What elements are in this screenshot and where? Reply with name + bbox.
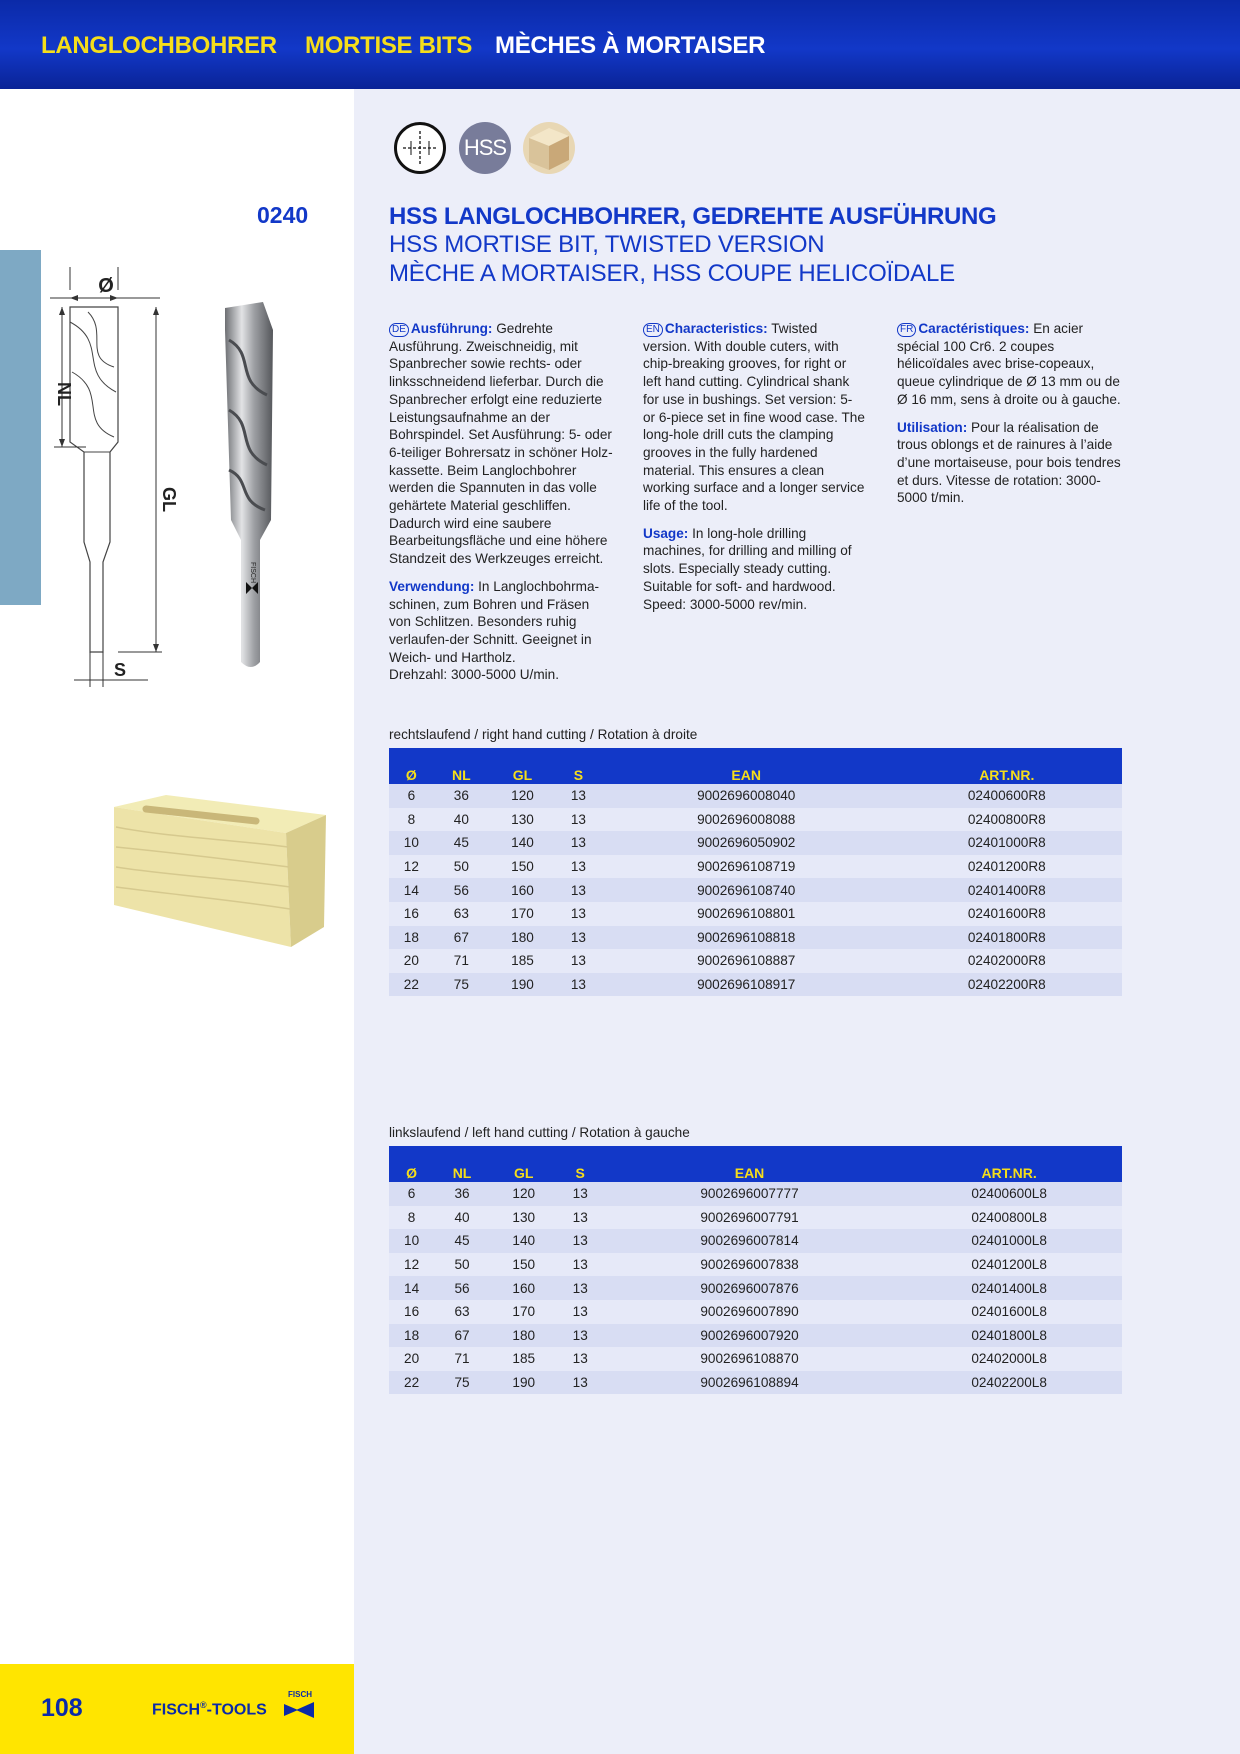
cell-s: 13: [558, 1300, 603, 1324]
table-row: [389, 1324, 1122, 1348]
cell-gl: 150: [490, 1253, 558, 1277]
text-usage: In long-hole drilling machines, for drilling and milling of slots. Especially steady cutting. Suitable for soft- and hardwood.: [643, 525, 852, 594]
description-en: [643, 320, 868, 623]
cell-art-nr: 02400600L8: [896, 1182, 1122, 1206]
heading-ausfuehrung: Ausführung:: [410, 321, 493, 336]
cell-diameter: 20: [389, 1347, 434, 1371]
table-row: [389, 949, 1122, 973]
cell-nl: 56: [434, 1276, 490, 1300]
column-header-nl: NL: [434, 1146, 490, 1182]
cell-art-nr: 02401800R8: [892, 926, 1122, 950]
text-speed: Speed: 3000-5000 rev/min.: [643, 596, 807, 612]
spec-table-left: [389, 1146, 1122, 1394]
cell-diameter: 8: [389, 808, 434, 832]
cell-nl: 40: [434, 808, 489, 832]
cell-gl: 190: [489, 973, 556, 997]
lang-badge-de: DE: [389, 323, 409, 337]
cell-art-nr: 02401800L8: [896, 1324, 1122, 1348]
table-row: [389, 878, 1122, 902]
cell-art-nr: 02402000R8: [892, 949, 1122, 973]
cell-gl: 140: [490, 1229, 558, 1253]
cell-diameter: 14: [389, 878, 434, 902]
side-color-strip: [0, 250, 41, 605]
cell-gl: 170: [489, 902, 556, 926]
table-row: [389, 831, 1122, 855]
cell-diameter: 10: [389, 1229, 434, 1253]
table-row: [389, 855, 1122, 879]
table-row: [389, 808, 1122, 832]
column-header-s: S: [558, 1146, 603, 1182]
column-header-diameter: Ø: [389, 748, 434, 784]
text-drehzahl: Drehzahl: 3000-5000 U/min.: [389, 667, 560, 683]
nl-label: NL: [54, 382, 74, 406]
cell-gl: 130: [489, 808, 556, 832]
text-characteristics: Twisted version. With double cuters, with chip-breaking grooves, for right or left hand cutting. Cylindrical shank for use in bushings. Set version: 5- or 6-piece set in fine wood case. The long-hole drill cuts the clamping grooves in the fully hardened material. This ensures a clean working surface and a longer service life of the tool.: [643, 321, 865, 514]
cell-s: 13: [558, 1206, 603, 1230]
cell-ean: 9002696108818: [601, 926, 892, 950]
page-header: [0, 0, 1240, 89]
table-header-row: [389, 748, 1122, 784]
cell-s: 13: [556, 784, 601, 808]
cell-art-nr: 02401600R8: [892, 902, 1122, 926]
cell-gl: 130: [490, 1206, 558, 1230]
column-header-s: S: [556, 748, 601, 784]
column-header-gl: GL: [489, 748, 556, 784]
table-row: [389, 1300, 1122, 1324]
product-title-fr: MÈCHE A MORTAISER, HSS COUPE HELICOÏDALE: [389, 260, 955, 287]
table-row: [389, 1347, 1122, 1371]
column-header-nl: NL: [434, 748, 489, 784]
cell-gl: 185: [489, 949, 556, 973]
text-verwendung: In Langlochbohrma-schinen, zum Bohren und Fräsen von Schlitzen. Besonders ruhig verlaufen-der Schnitt. Geeignet in Weich- und Hartholz.: [389, 578, 600, 665]
text-utilisation: Pour la réalisation de trous oblongs et de rainures à l’aide d’une mortaiseuse, pour bois tendres et durs. Vitesse de rotation: 3000-5000 t/min.: [897, 419, 1121, 506]
cell-diameter: 8: [389, 1206, 434, 1230]
cell-diameter: 22: [389, 973, 434, 997]
table-row: [389, 1253, 1122, 1277]
cell-nl: 67: [434, 926, 489, 950]
cell-diameter: 14: [389, 1276, 434, 1300]
cell-s: 13: [558, 1347, 603, 1371]
cell-art-nr: 02401600L8: [896, 1300, 1122, 1324]
table-caption-left: linkslaufend / left hand cutting / Rotation à gauche: [389, 1125, 690, 1140]
table-row: [389, 902, 1122, 926]
cell-s: 13: [556, 949, 601, 973]
cell-diameter: 10: [389, 831, 434, 855]
cell-art-nr: 02401400R8: [892, 878, 1122, 902]
cell-art-nr: 02402000L8: [896, 1347, 1122, 1371]
cell-nl: 71: [434, 949, 489, 973]
header-title-fr: MÈCHES À MORTAISER: [495, 32, 766, 59]
table-row: [389, 1229, 1122, 1253]
table-row: [389, 784, 1122, 808]
table-row: [389, 1276, 1122, 1300]
cell-gl: 190: [490, 1371, 558, 1395]
column-header-ean: EAN: [603, 1146, 896, 1182]
cell-nl: 40: [434, 1206, 490, 1230]
cell-art-nr: 02401000L8: [896, 1229, 1122, 1253]
text-ausfuehrung: Gedrehte Ausführung. Zweischneidig, mit Spanbrecher sowie rechts- oder linksschneidend lieferbar. Durch die Spanbrecher erfolgt eine reduzierte Leistungsaufnahme an der Bohrspindel. Set Ausführung: 5- oder 6-teiliger Bohrersatz in schöner Holz-kassette. Beim Langlochbohrer werden die Spannuten in das volle gehärtete Material geschliffen. Dadurch wird eine saubere Bearbeitungsfläche und eine höhere Standzeit des Werkzeuges erreicht.: [389, 321, 613, 567]
header-title-en: MORTISE BITS: [305, 32, 473, 59]
cell-s: 13: [556, 808, 601, 832]
cell-ean: 9002696008040: [601, 784, 892, 808]
dimension-drawing: [48, 262, 179, 692]
cell-art-nr: 02402200L8: [896, 1371, 1122, 1395]
cell-ean: 9002696108917: [601, 973, 892, 997]
lang-badge-en: EN: [643, 323, 663, 337]
article-number: 0240: [257, 202, 309, 228]
cell-s: 13: [556, 973, 601, 997]
cell-diameter: 16: [389, 1300, 434, 1324]
cell-diameter: 20: [389, 949, 434, 973]
cell-nl: 63: [434, 1300, 490, 1324]
product-title-de: HSS LANGLOCHBOHRER, GEDREHTE AUSFÜHRUNG: [389, 203, 997, 230]
cell-diameter: 18: [389, 1324, 434, 1348]
cell-gl: 140: [489, 831, 556, 855]
cell-ean: 9002696007920: [603, 1324, 896, 1348]
cell-s: 13: [558, 1182, 603, 1206]
heading-utilisation: Utilisation:: [897, 419, 968, 435]
fish-logo-icon: [284, 1700, 320, 1720]
cell-nl: 75: [434, 973, 489, 997]
cell-ean: 9002696007838: [603, 1253, 896, 1277]
cell-art-nr: 02400800R8: [892, 808, 1122, 832]
cell-nl: 67: [434, 1324, 490, 1348]
cell-nl: 63: [434, 902, 489, 926]
cell-s: 13: [556, 926, 601, 950]
description-de: [389, 320, 614, 694]
column-header-art-nr: ART.NR.: [896, 1146, 1122, 1182]
cell-gl: 120: [490, 1182, 558, 1206]
brand-suffix: -TOOLS: [206, 1701, 267, 1719]
heading-caracteristiques: Caractéristiques:: [918, 321, 1030, 336]
table-row: [389, 926, 1122, 950]
cell-gl: 180: [490, 1324, 558, 1348]
cell-art-nr: 02401200R8: [892, 855, 1122, 879]
cell-gl: 185: [490, 1347, 558, 1371]
cell-diameter: 22: [389, 1371, 434, 1395]
cell-diameter: 6: [389, 1182, 434, 1206]
cell-gl: 120: [489, 784, 556, 808]
drill-bit-image: [215, 300, 285, 672]
cell-art-nr: 02400600R8: [892, 784, 1122, 808]
cell-nl: 75: [434, 1371, 490, 1395]
description-fr: [897, 320, 1122, 517]
cell-nl: 56: [434, 878, 489, 902]
cell-gl: 180: [489, 926, 556, 950]
cell-art-nr: 02401400L8: [896, 1276, 1122, 1300]
logo-text: FISCH: [288, 1690, 312, 1699]
cell-nl: 45: [434, 1229, 490, 1253]
cell-s: 13: [558, 1371, 603, 1395]
cell-s: 13: [558, 1229, 603, 1253]
hss-badge: HSS: [459, 122, 511, 174]
cell-gl: 160: [490, 1276, 558, 1300]
cell-ean: 9002696108719: [601, 855, 892, 879]
s-label: S: [114, 660, 127, 680]
cell-art-nr: 02400800L8: [896, 1206, 1122, 1230]
cell-ean: 9002696108887: [601, 949, 892, 973]
heading-verwendung: Verwendung:: [389, 578, 475, 594]
column-header-art-nr: ART.NR.: [892, 748, 1122, 784]
cell-diameter: 16: [389, 902, 434, 926]
cell-s: 13: [558, 1276, 603, 1300]
heading-characteristics: Characteristics:: [664, 321, 768, 336]
wood-block-image: [106, 787, 326, 947]
cell-nl: 50: [434, 1253, 490, 1277]
cell-diameter: 12: [389, 1253, 434, 1277]
cell-ean: 9002696008088: [601, 808, 892, 832]
cell-ean: 9002696007876: [603, 1276, 896, 1300]
cell-diameter: 6: [389, 784, 434, 808]
cell-ean: 9002696007791: [603, 1206, 896, 1230]
column-header-ean: EAN: [601, 748, 892, 784]
column-header-diameter: Ø: [389, 1146, 434, 1182]
column-header-gl: GL: [490, 1146, 558, 1182]
cell-s: 13: [556, 902, 601, 926]
cell-nl: 36: [434, 1182, 490, 1206]
cell-gl: 150: [489, 855, 556, 879]
cell-ean: 9002696108870: [603, 1347, 896, 1371]
drill-brand-mark: FISCH: [249, 562, 256, 583]
brand-prefix: FISCH: [152, 1701, 200, 1719]
cell-s: 13: [556, 831, 601, 855]
table-caption-right: rechtslaufend / right hand cutting / Rotation à droite: [389, 727, 698, 742]
cell-ean: 9002696007890: [603, 1300, 896, 1324]
cell-ean: 9002696007814: [603, 1229, 896, 1253]
cell-ean: 9002696108740: [601, 878, 892, 902]
cell-ean: 9002696050902: [601, 831, 892, 855]
product-title-en: HSS MORTISE BIT, TWISTED VERSION: [389, 231, 825, 258]
spec-table-right: [389, 748, 1122, 996]
cell-art-nr: 02401000R8: [892, 831, 1122, 855]
cell-gl: 160: [489, 878, 556, 902]
table-row: [389, 1371, 1122, 1395]
gl-label: GL: [159, 487, 179, 512]
cell-diameter: 12: [389, 855, 434, 879]
cell-nl: 45: [434, 831, 489, 855]
cell-art-nr: 02401200L8: [896, 1253, 1122, 1277]
cell-s: 13: [556, 878, 601, 902]
wood-material-icon: [523, 122, 575, 174]
cell-nl: 71: [434, 1347, 490, 1371]
table-row: [389, 1182, 1122, 1206]
brand-name: [152, 1700, 267, 1719]
table-row: [389, 1206, 1122, 1230]
cell-s: 13: [556, 855, 601, 879]
cell-ean: 9002696007777: [603, 1182, 896, 1206]
heading-usage: Usage:: [643, 525, 689, 541]
diameter-label: Ø: [98, 275, 114, 297]
page-number: 108: [41, 1694, 83, 1722]
cell-s: 13: [558, 1324, 603, 1348]
cell-nl: 50: [434, 855, 489, 879]
header-title-de: LANGLOCHBOHRER: [41, 32, 277, 59]
brand-registered: ®: [200, 1700, 207, 1710]
cell-nl: 36: [434, 784, 489, 808]
cell-ean: 9002696108801: [601, 902, 892, 926]
cell-gl: 170: [490, 1300, 558, 1324]
cell-art-nr: 02402200R8: [892, 973, 1122, 997]
cell-ean: 9002696108894: [603, 1371, 896, 1395]
cell-diameter: 18: [389, 926, 434, 950]
table-header-row: [389, 1146, 1122, 1182]
text-caracteristiques: En acier spécial 100 Cr6. 2 coupes hélicoïdales avec brise-copeaux, queue cylindrique de Ø 13 mm ou de Ø 16 mm, sens à droite ou à gauche.: [897, 321, 1121, 407]
lang-badge-fr: FR: [897, 323, 916, 337]
table-row: [389, 973, 1122, 997]
crosshair-icon: [394, 122, 446, 174]
cell-s: 13: [558, 1253, 603, 1277]
